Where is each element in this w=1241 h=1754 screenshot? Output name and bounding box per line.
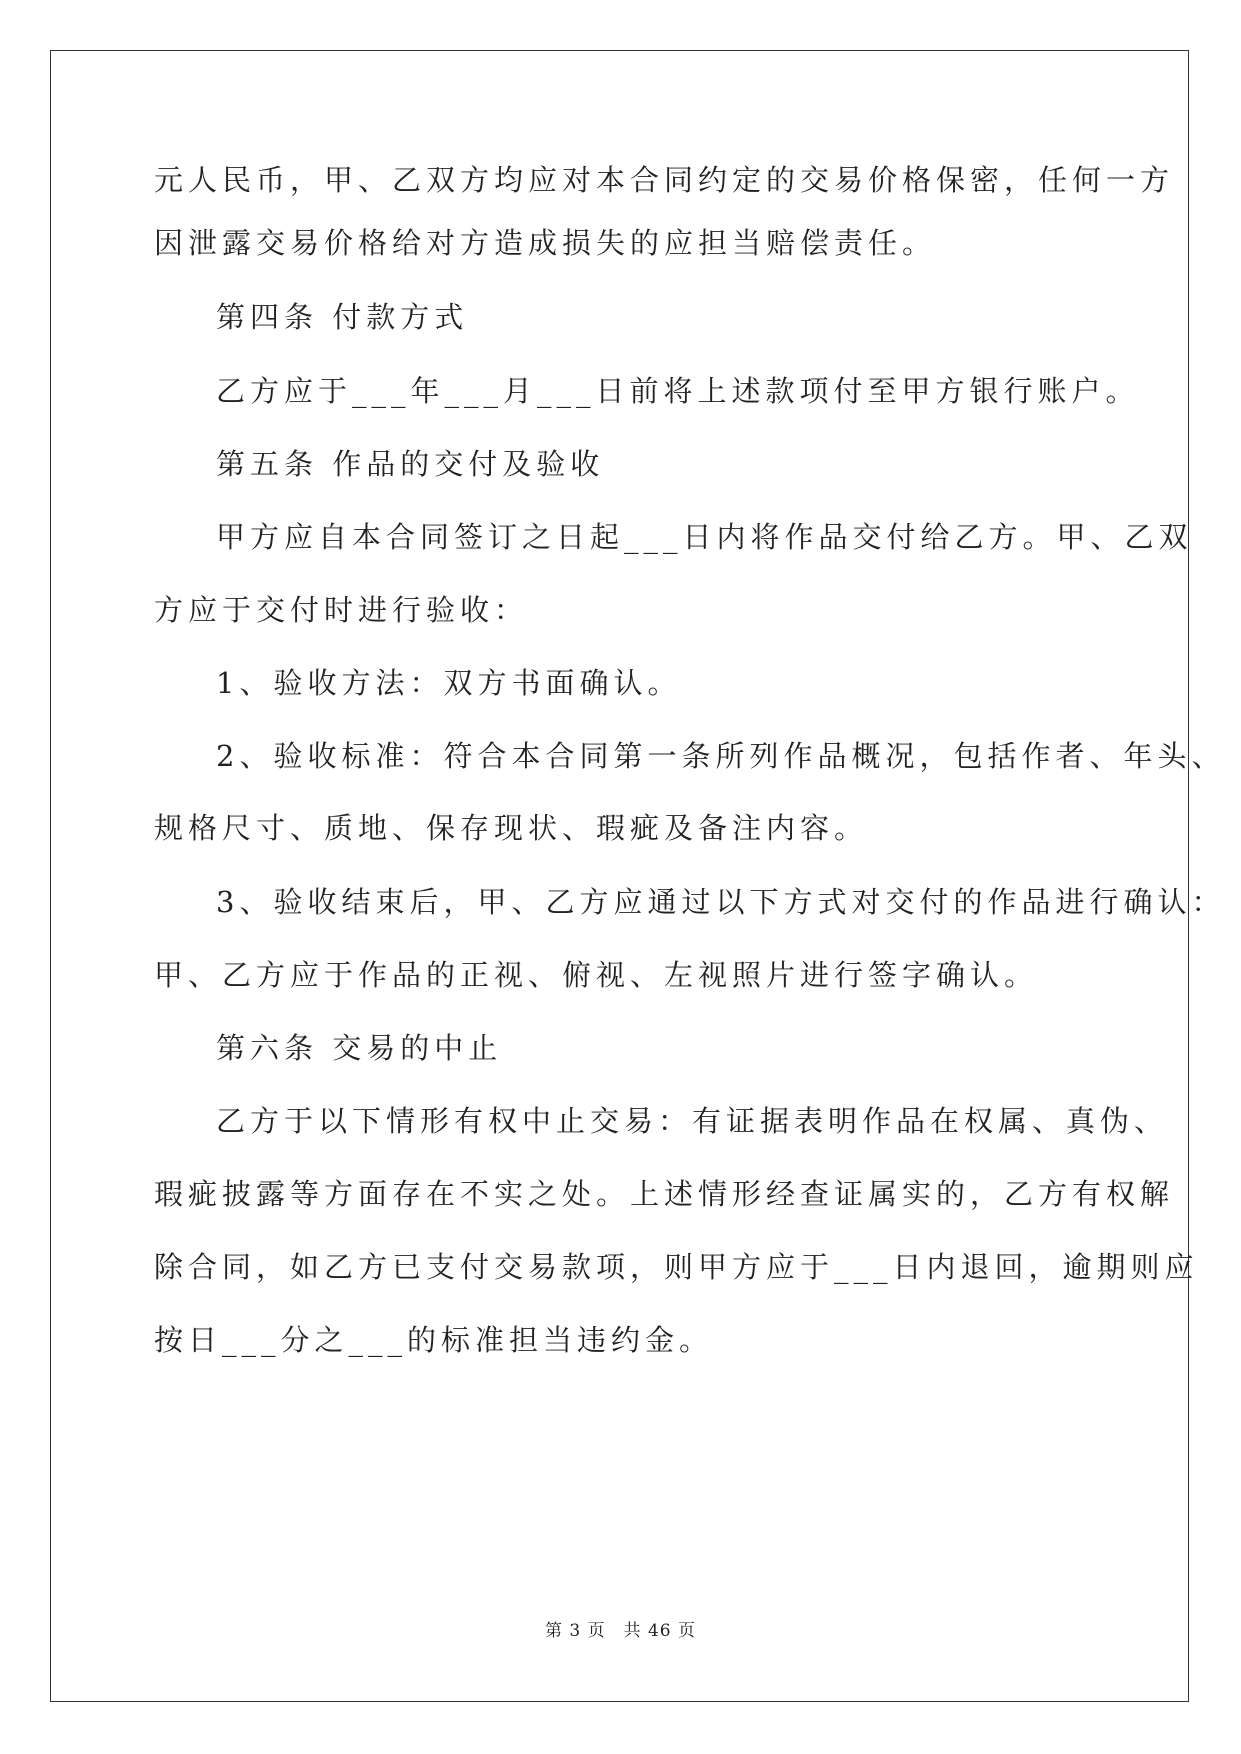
list-item: 1、验收方法：双方书面确认。 [216, 666, 682, 700]
text-line: 乙方应于___年___月___日前将上述款项付至甲方银行账户。 [216, 374, 1140, 408]
text-line: 甲方应自本合同签订之日起___日内将作品交付给乙方。甲、乙双 [216, 520, 1193, 554]
text-line: 除合同，如乙方已支付交易款项，则甲方应于___日内退回，逾期则应 [154, 1250, 1199, 1284]
text-line: 因泄露交易价格给对方造成损失的应担当赔偿责任。 [154, 226, 937, 260]
text-line: 乙方于以下情形有权中止交易：有证据表明作品在权属、真伪、 [216, 1104, 1169, 1138]
text-line: 规格尺寸、质地、保存现状、瑕疵及备注内容。 [154, 811, 869, 845]
text-line: 甲、乙方应于作品的正视、俯视、左视照片进行签字确认。 [154, 958, 1039, 992]
text-line: 按日___分之___的标准担当违约金。 [154, 1323, 714, 1357]
section-heading: 第四条 付款方式 [216, 300, 469, 334]
text-line: 瑕疵披露等方面存在不实之处。上述情形经查证属实的，乙方有权解 [154, 1177, 1175, 1211]
page-number: 第 3 页 共 46 页 [544, 1621, 697, 1641]
section-heading: 第五条 作品的交付及验收 [216, 447, 605, 481]
list-item: 3、验收结束后，甲、乙方应通过以下方式对交付的作品进行确认： [216, 885, 1226, 919]
text-line: 方应于交付时进行验收： [154, 593, 529, 627]
list-item: 2、验收标准：符合本合同第一条所列作品概况，包括作者、年头、 [216, 739, 1226, 773]
section-heading: 第六条 交易的中止 [216, 1031, 503, 1065]
text-line: 元人民币，甲、乙双方均应对本合同约定的交易价格保密，任何一方 [154, 163, 1175, 197]
